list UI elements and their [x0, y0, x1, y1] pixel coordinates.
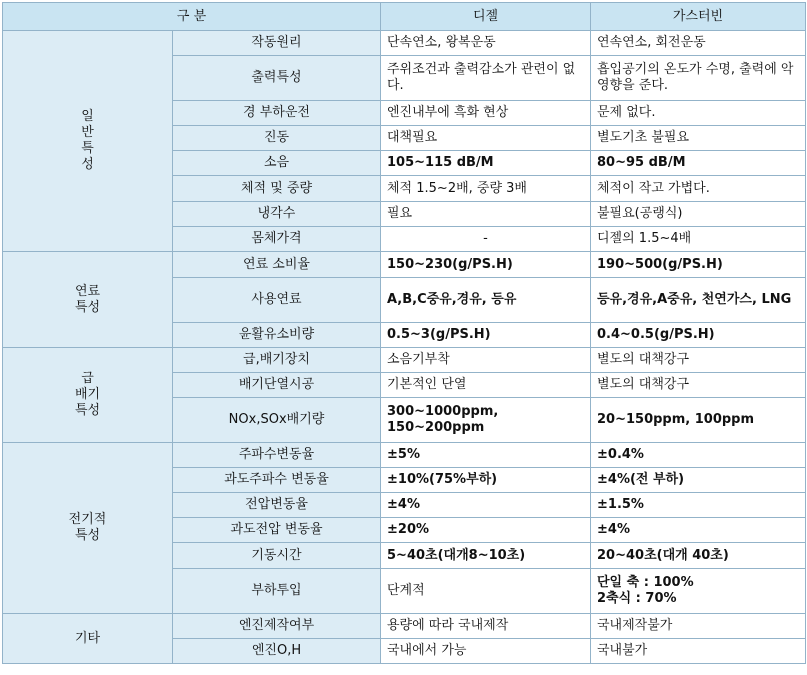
- item-cell: 과도전압 변동율: [173, 518, 381, 543]
- category-cell: 기타: [3, 614, 173, 664]
- item-cell: 주파수변동율: [173, 443, 381, 468]
- gasturbine-value-cell: 연속연소, 회전운동: [591, 31, 806, 56]
- diesel-value-cell: 기본적인 단열: [381, 373, 591, 398]
- diesel-value-cell: 엔진내부에 흑화 현상: [381, 101, 591, 126]
- diesel-value-cell: 체적 1.5~2배, 중량 3배: [381, 176, 591, 202]
- category-cell: 일 반 특 성: [3, 31, 173, 252]
- diesel-value-cell: ±5%: [381, 443, 591, 468]
- diesel-value-cell: 0.5~3(g/PS.H): [381, 323, 591, 348]
- item-cell: 과도주파수 변동율: [173, 468, 381, 493]
- gasturbine-value-cell: 별도기초 불필요: [591, 126, 806, 151]
- diesel-value-cell: 300~1000ppm, 150~200ppm: [381, 398, 591, 443]
- gasturbine-value-cell: ±4%(전 부하): [591, 468, 806, 493]
- item-cell: NOx,SOx배기량: [173, 398, 381, 443]
- item-cell: 냉각수: [173, 202, 381, 227]
- diesel-value-cell: 단계적: [381, 569, 591, 614]
- diesel-value-cell: 단속연소, 왕복운동: [381, 31, 591, 56]
- item-cell: 부하투입: [173, 569, 381, 614]
- item-cell: 전압변동율: [173, 493, 381, 518]
- item-cell: 윤활유소비량: [173, 323, 381, 348]
- comparison-table: [2, 2, 806, 664]
- gasturbine-value-cell: 별도의 대책강구: [591, 373, 806, 398]
- gasturbine-value-cell: 체적이 작고 가볍다.: [591, 176, 806, 202]
- diesel-value-cell: 용량에 따라 국내제작: [381, 614, 591, 639]
- header-gasturbine: 가스터빈: [591, 3, 806, 31]
- diesel-value-cell: ±10%(75%부하): [381, 468, 591, 493]
- gasturbine-value-cell: 흡입공기의 온도가 수명, 출력에 악영향을 준다.: [591, 56, 806, 101]
- gasturbine-value-cell: 단일 축 : 100% 2축식 : 70%: [591, 569, 806, 614]
- gasturbine-value-cell: 190~500(g/PS.H): [591, 252, 806, 278]
- diesel-value-cell: ±20%: [381, 518, 591, 543]
- item-cell: 엔진제작여부: [173, 614, 381, 639]
- table-body: [3, 31, 806, 664]
- gasturbine-value-cell: ±0.4%: [591, 443, 806, 468]
- item-cell: 몸체가격: [173, 227, 381, 252]
- diesel-value-cell: 5~40초(대개8~10초): [381, 543, 591, 569]
- gasturbine-value-cell: 20~150ppm, 100ppm: [591, 398, 806, 443]
- gasturbine-value-cell: 국내제작불가: [591, 614, 806, 639]
- diesel-value-cell: -: [381, 227, 591, 252]
- gasturbine-value-cell: 별도의 대책강구: [591, 348, 806, 373]
- gasturbine-value-cell: 디젤의 1.5~4배: [591, 227, 806, 252]
- diesel-value-cell: ±4%: [381, 493, 591, 518]
- header-category: 구 분: [3, 3, 381, 31]
- category-cell: 연료 특성: [3, 252, 173, 348]
- table-row: [3, 614, 806, 639]
- category-cell: 급 배기 특성: [3, 348, 173, 443]
- table-row: [3, 443, 806, 468]
- header-diesel: 디젤: [381, 3, 591, 31]
- diesel-value-cell: 필요: [381, 202, 591, 227]
- diesel-value-cell: 대책필요: [381, 126, 591, 151]
- gasturbine-value-cell: 등유,경유,A중유, 천연가스, LNG: [591, 278, 806, 323]
- item-cell: 사용연료: [173, 278, 381, 323]
- diesel-value-cell: 국내에서 가능: [381, 639, 591, 664]
- gasturbine-value-cell: 문제 없다.: [591, 101, 806, 126]
- item-cell: 출력특성: [173, 56, 381, 101]
- diesel-value-cell: A,B,C중유,경유, 등유: [381, 278, 591, 323]
- diesel-value-cell: 150~230(g/PS.H): [381, 252, 591, 278]
- gasturbine-value-cell: 80~95 dB/M: [591, 151, 806, 176]
- table-row: [3, 31, 806, 56]
- gasturbine-value-cell: 국내불가: [591, 639, 806, 664]
- item-cell: 체적 및 중량: [173, 176, 381, 202]
- category-cell: 전기적 특성: [3, 443, 173, 614]
- header-row: [3, 3, 806, 31]
- table-row: [3, 348, 806, 373]
- gasturbine-value-cell: 불필요(공랭식): [591, 202, 806, 227]
- table-row: [3, 252, 806, 278]
- item-cell: 급,배기장치: [173, 348, 381, 373]
- item-cell: 작동원리: [173, 31, 381, 56]
- item-cell: 소음: [173, 151, 381, 176]
- item-cell: 엔진O,H: [173, 639, 381, 664]
- item-cell: 기동시간: [173, 543, 381, 569]
- item-cell: 경 부하운전: [173, 101, 381, 126]
- gasturbine-value-cell: 20~40초(대개 40초): [591, 543, 806, 569]
- item-cell: 연료 소비율: [173, 252, 381, 278]
- gasturbine-value-cell: ±4%: [591, 518, 806, 543]
- diesel-value-cell: 105~115 dB/M: [381, 151, 591, 176]
- diesel-value-cell: 소음기부착: [381, 348, 591, 373]
- item-cell: 진동: [173, 126, 381, 151]
- item-cell: 배기단열시공: [173, 373, 381, 398]
- diesel-value-cell: 주위조건과 출력감소가 관련이 없다.: [381, 56, 591, 101]
- gasturbine-value-cell: ±1.5%: [591, 493, 806, 518]
- gasturbine-value-cell: 0.4~0.5(g/PS.H): [591, 323, 806, 348]
